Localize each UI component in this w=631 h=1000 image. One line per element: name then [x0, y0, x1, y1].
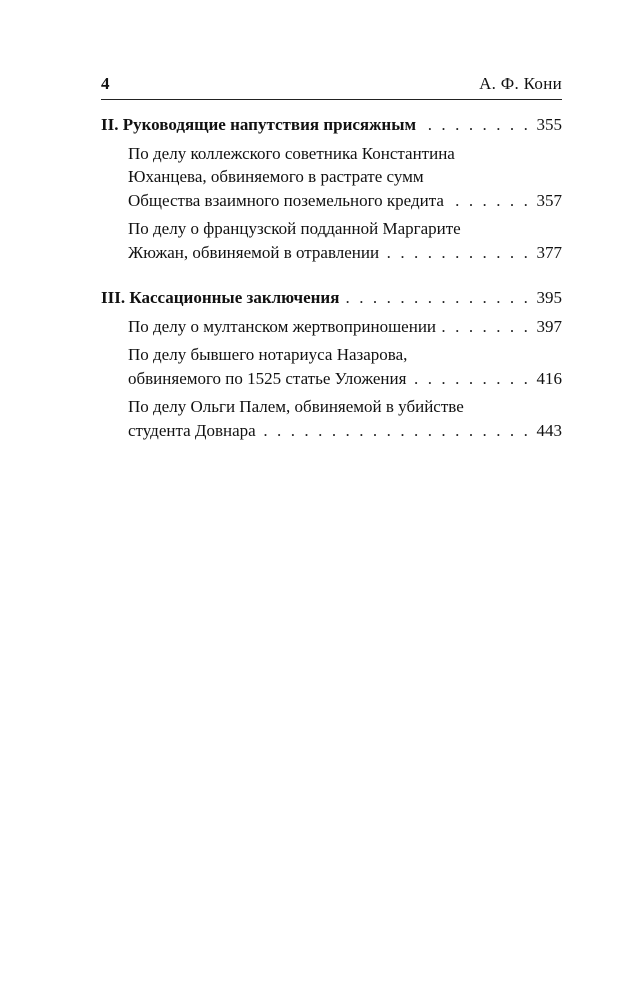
entry-last-line [128, 189, 562, 213]
entry-last-line [128, 367, 562, 391]
toc-entry[interactable] [101, 343, 562, 390]
entry-page: 377 [536, 242, 562, 262]
leader-dots [442, 315, 530, 339]
entry-page: 357 [536, 190, 562, 210]
entry-page: 397 [536, 316, 562, 336]
toc-entry[interactable] [101, 217, 562, 264]
toc-entry[interactable] [101, 315, 562, 339]
leader-dots [422, 113, 530, 137]
entry-last-line [128, 315, 562, 339]
entry-line: По делу о французской подданной Маргарите [128, 219, 461, 238]
table-of-contents [101, 113, 562, 464]
entry-text: обвиняемого по 1525 статье Уложения [128, 368, 407, 388]
entry-last-line [128, 419, 562, 443]
entry-text: Общества взаимного поземельного кредита [128, 190, 444, 210]
toc-section [101, 113, 562, 264]
leader-dots [412, 367, 530, 391]
leader-dots [262, 419, 531, 443]
entry-line: По делу бывшего нотариуса Назарова, [128, 345, 408, 364]
entry-page: 443 [536, 420, 562, 440]
toc-entry[interactable] [101, 142, 562, 213]
section-page: 395 [536, 288, 562, 307]
section-heading[interactable] [101, 286, 562, 310]
entry-line: Юханцева, обвиняемого в растрате сумм [128, 167, 424, 186]
toc-section [101, 286, 562, 442]
entry-last-line [128, 241, 562, 265]
page-number: 4 [101, 74, 110, 93]
leader-dots [385, 241, 530, 265]
entry-page: 416 [536, 368, 562, 388]
running-title: А. Ф. Кони [479, 74, 562, 93]
leader-dots [450, 189, 531, 213]
section-page: 355 [536, 115, 562, 134]
section-heading[interactable] [101, 113, 562, 137]
entry-text: По делу о мултанском жертвоприношении [128, 316, 437, 336]
page-header [101, 73, 562, 100]
entry-line: По делу коллежского советника Константина [128, 143, 455, 163]
entry-text: студента Довнара [128, 420, 256, 440]
leader-dots [345, 286, 530, 310]
entry-line: По делу Ольги Палем, обвиняемой в убийстве [128, 397, 464, 416]
section-title: II. Руководящие напутствия присяжным [101, 115, 417, 134]
entry-text: Жюжан, обвиняемой в отравлении [128, 242, 380, 262]
toc-entry[interactable] [101, 395, 562, 442]
section-title: III. Кассационные заключения [101, 288, 340, 307]
